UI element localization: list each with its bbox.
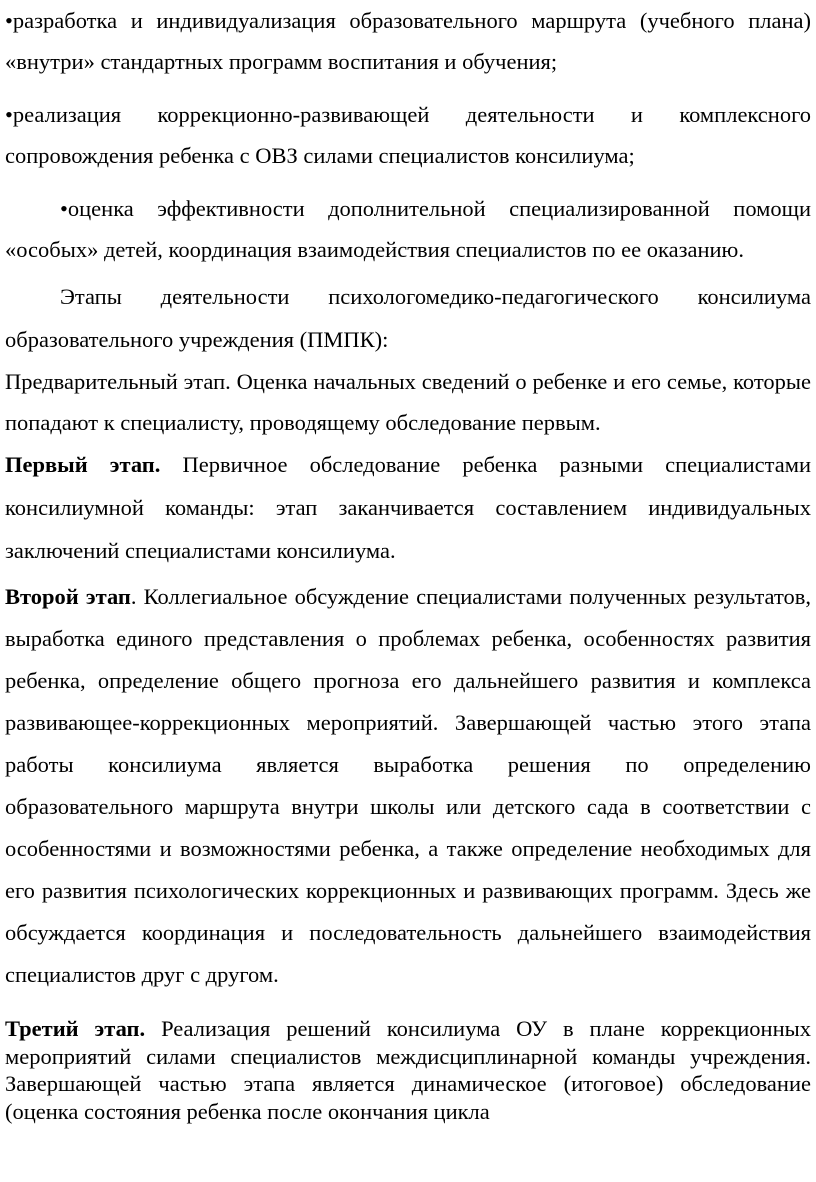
stage-3-heading: Третий этап. [5,1016,146,1041]
bullet-item-2 [5,94,811,176]
bullet-item-1 [5,0,811,82]
bullet-item-2-text: реализация коррекционно-развивающей деятельности и комплексного сопровождения ребенка с ОВЗ силами специалистов консилиума; [5,102,811,168]
stage-2-text: . Коллегиальное обсуждение специалистами полученных результатов, выработка единого представления о проблемах ребенка, особенностях развития ребенка, определение общего прогноза его дальнейшего развития и комплекса развивающее-коррекционных мероприятий. Завершающей частью этого этапа работы консилиума является выработка решения по определению образовательного маршрута внутри школы или детского сада в соответствии с особенностями и возможностями ребенка, а также определение необходимых для его развития психологических коррекционных и развивающих программ. Здесь же обсуждается координация и последовательность дальнейшего взаимодействия специалистов друг с другом. [5,584,811,987]
stages-intro: Этапы деятельности психологомедико-педагогического консилиума образовательного учреждения (ПМПК): [5,284,811,352]
stage-3-paragraph [5,1015,811,1125]
stage-2-heading: Второй этап [5,584,131,609]
stage-3-text: Реализация решений консилиума ОУ в плане коррекционных мероприятий силами специалистов междисциплинарной команды учреждения. Завершающей частью этапа является динамическое (итоговое) обследование (оценка состояния ребенка после окончания цикла [5,1016,811,1124]
stage-2-paragraph [5,576,811,996]
stage-1-heading: Первый этап. [5,452,161,477]
bullet-item-1-text: разработка и индивидуализация образовательного маршрута (учебного плана) «внутри» стандартных программ воспитания и обучения; [5,8,811,74]
preliminary-stage: Предварительный этап. Оценка начальных сведений о ребенке и его семье, которые попадают к специалисту, проводящему обследование первым. [5,369,811,435]
bullet-item-3-text: оценка эффективности дополнительной специализированной помощи «особых» детей, координация взаимодействия специалистов по ее оказанию. [5,196,811,262]
bullet-item-3 [5,188,811,270]
stage-1-text: Первичное обследование ребенка разными специалистами консилиумной команды: этап заканчивается составлением индивидуальных заключений специалистами консилиума. [5,452,811,563]
stage-1-paragraph [5,443,811,572]
